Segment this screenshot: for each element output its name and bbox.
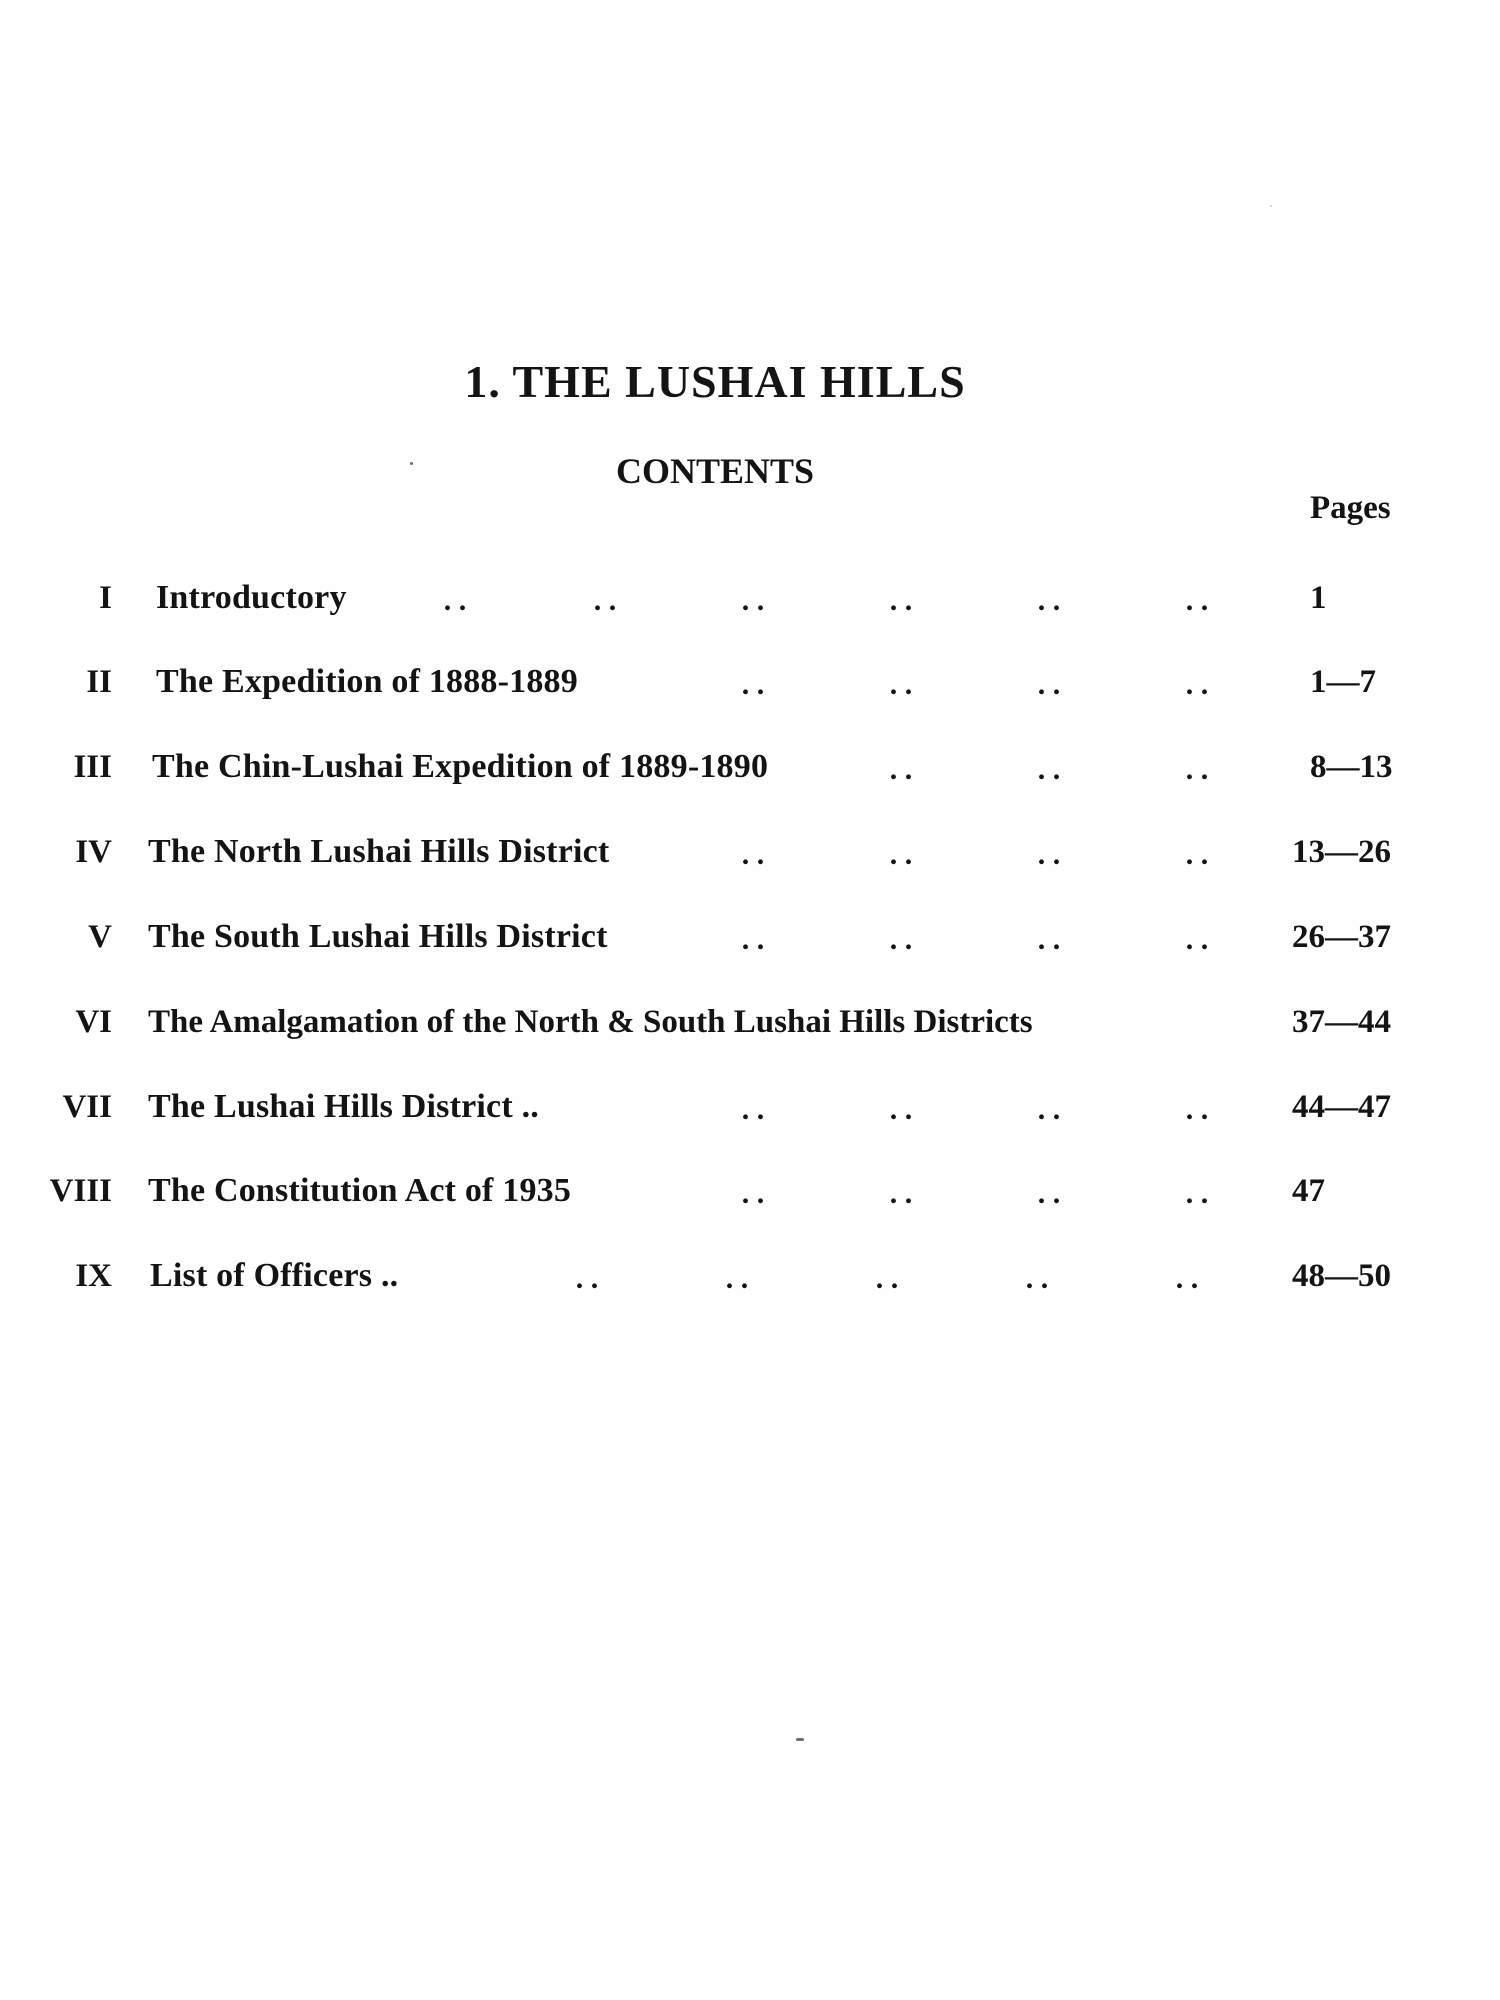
scan-speck bbox=[796, 1738, 804, 1741]
toc-title: The Chin-Lushai Expedition of 1889-1890 bbox=[152, 748, 769, 785]
toc-entry-3: III The Chin-Lushai Expedition of 1889-1890 . . . . . . 8—13 bbox=[0, 737, 1500, 797]
toc-entry-5: V The South Lushai Hills District . . . . . . . . 26—37 bbox=[0, 907, 1500, 967]
toc-numeral: VI bbox=[75, 1004, 112, 1040]
toc-title: Introductory bbox=[156, 579, 347, 616]
toc-numeral: VII bbox=[62, 1089, 112, 1125]
toc-numeral: III bbox=[73, 749, 112, 785]
toc-entry-7: VII The Lushai Hills District .. . . . . . . . . 44—47 bbox=[0, 1077, 1500, 1137]
toc-numeral: V bbox=[88, 919, 112, 955]
toc-title: The North Lushai Hills District bbox=[148, 833, 610, 870]
toc-title: The South Lushai Hills District bbox=[148, 918, 608, 955]
contents-heading: CONTENTS bbox=[615, 451, 815, 491]
pages-column-header: Pages bbox=[1310, 490, 1391, 526]
toc-title: The Amalgamation of the North & South Lushai Hills Districts bbox=[148, 1004, 1033, 1040]
scan-speck bbox=[410, 462, 413, 465]
toc-pages: 1—7 bbox=[1310, 664, 1376, 700]
toc-numeral: VIII bbox=[49, 1173, 112, 1209]
page-title: 1. THE LUSHAI HILLS bbox=[464, 356, 966, 407]
toc-title: The Constitution Act of 1935 bbox=[148, 1172, 572, 1209]
toc-pages: 47 bbox=[1292, 1173, 1325, 1209]
toc-entry-2: II The Expedition of 1888-1889 . . . . . . . . 1—7 bbox=[0, 652, 1500, 712]
toc-title: The Expedition of 1888-1889 bbox=[156, 663, 578, 700]
toc-entry-6 bbox=[0, 992, 1500, 1052]
toc-pages: 48—50 bbox=[1292, 1258, 1391, 1294]
toc-pages: 1 bbox=[1310, 580, 1327, 616]
toc-numeral: II bbox=[86, 664, 112, 700]
toc-title: The Lushai Hills District .. bbox=[148, 1088, 539, 1125]
toc-pages: 8—13 bbox=[1310, 749, 1393, 785]
toc-title: List of Officers .. bbox=[150, 1257, 399, 1294]
toc-numeral: IV bbox=[75, 834, 112, 870]
toc-entry-8: VIII The Constitution Act of 1935 . . . . . . . . 47 bbox=[0, 1161, 1500, 1221]
toc-entry-9: IX List of Officers .. . . . . . . . . . . 48—50 bbox=[0, 1246, 1500, 1306]
toc-pages: 37—44 bbox=[1292, 1004, 1391, 1040]
toc-pages: 44—47 bbox=[1292, 1089, 1391, 1125]
toc-entry-4: IV The North Lushai Hills District . . . . . . . . 13—26 bbox=[0, 822, 1500, 882]
toc-entry-1: I Introductory . . . . . . . . . . . . 1 bbox=[0, 568, 1500, 628]
toc-pages: 13—26 bbox=[1292, 834, 1391, 870]
toc-pages: 26—37 bbox=[1292, 919, 1391, 955]
toc-numeral: IX bbox=[75, 1258, 112, 1294]
scan-speck bbox=[1270, 205, 1272, 207]
toc-numeral: I bbox=[99, 580, 112, 616]
